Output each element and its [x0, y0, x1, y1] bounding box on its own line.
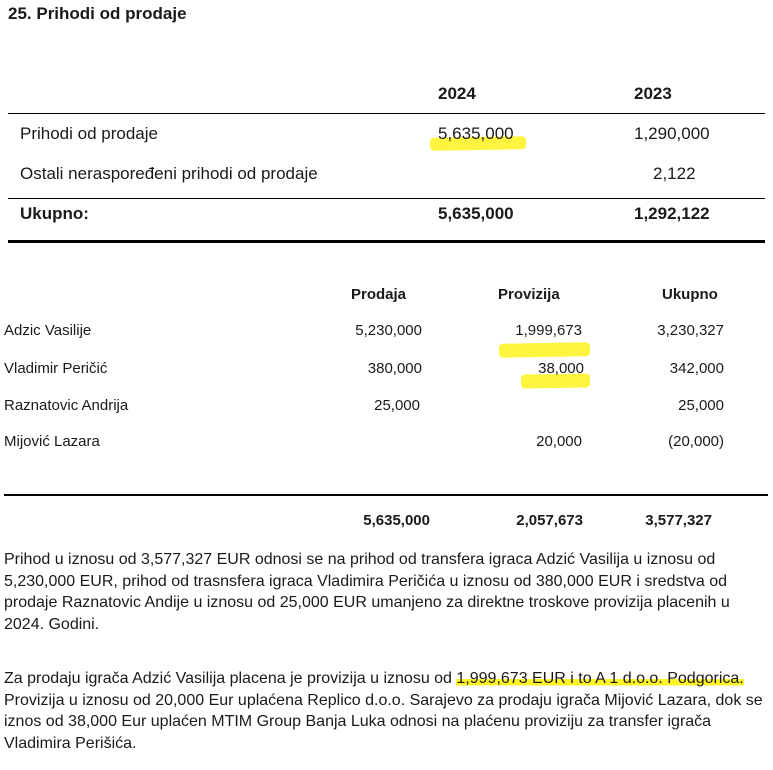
total-label: Ukupno: [20, 204, 89, 223]
section-title: 25. Prihodi od prodaje [8, 4, 187, 23]
row-value-2023: 2,122 [653, 164, 696, 183]
table1-top-rule [8, 113, 765, 114]
row-value-2023: 1,290,000 [634, 124, 710, 143]
row-label-ostali: Ostali neraspoređeni prihodi od prodaje [20, 164, 318, 183]
person-name: Mijović Lazara [4, 433, 100, 450]
paragraph-text: Za prodaju igrača Adzić Vasilija placena je provizija u iznosu od [4, 670, 457, 687]
person-name: Adzic Vasilije [4, 322, 92, 339]
row-label-prihodi: Prihodi od prodaje [20, 124, 158, 143]
paragraph-text: Provizija u iznosu od 20,000 Eur uplaćena Replico d.o.o. Sarajevo za prodaju igrača Mijović Lazara, dok se iznos od 38,000 Eur uplaćen MTIM Group Banja Luka odnosi na plaćenu proviziju za transfer igrača Vladimira Perišića. [4, 691, 763, 752]
person-name: Raznatovic Andrija [4, 397, 129, 414]
paragraph-text: Prihod u iznosu od 3,577,327 EUR odnosi se na prihod od transfera igraca Adzić Vasilija u iznosu od 5,230,000 EUR, prihod od trasnsfera igraca Vladimira Peričića u iznosu od 380,000 EUR i sredstva od prodaje Raznatovic Andije u iznosu od 25,000 EUR umanjeno za direktne troskove provizija placenih u 2024. Godini. [4, 551, 730, 633]
table1-total-rule [8, 198, 765, 199]
highlighted-text: 1,999,673 EUR i to A 1 d.o.o. Podgorica. [456, 670, 744, 687]
ukupno-value: 342,000 [669, 360, 724, 377]
table1-bottom-rule [8, 240, 765, 243]
total-2024: 5,635,000 [438, 204, 514, 223]
provizija-value: 38,000 [538, 360, 584, 377]
highlight-mark [499, 342, 590, 358]
prodaja-value: 5,230,000 [355, 322, 422, 339]
note-paragraph-1 [4, 549, 770, 635]
total-2023: 1,292,122 [634, 204, 710, 223]
total-ukupno: 3,577,327 [645, 512, 712, 529]
provizija-value: 20,000 [536, 433, 582, 450]
table2-total-rule [4, 494, 768, 496]
header-ukupno: Ukupno [662, 286, 718, 303]
row-value-2024: 5,635,000 [438, 124, 514, 143]
note-paragraph-2 [4, 668, 770, 754]
header-2024: 2024 [438, 84, 476, 103]
person-name: Vladimir Peričić [4, 360, 108, 377]
ukupno-value: 25,000 [678, 397, 724, 414]
total-provizija: 2,057,673 [516, 512, 583, 529]
ukupno-value: (20,000) [668, 433, 724, 450]
ukupno-value: 3,230,327 [657, 322, 724, 339]
prodaja-value: 380,000 [367, 360, 422, 377]
total-prodaja: 5,635,000 [363, 512, 430, 529]
header-provizija: Provizija [498, 286, 560, 303]
header-2023: 2023 [634, 84, 672, 103]
prodaja-value: 25,000 [374, 397, 420, 414]
header-prodaja: Prodaja [351, 286, 407, 303]
provizija-value: 1,999,673 [515, 322, 582, 339]
